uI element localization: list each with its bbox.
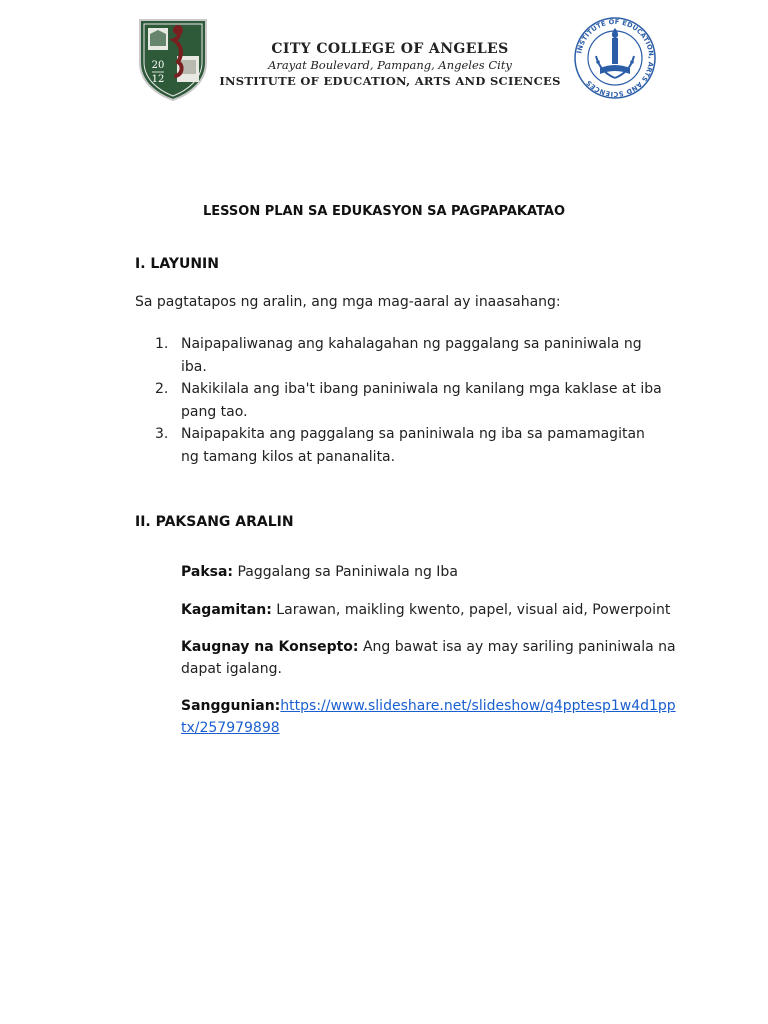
svg-text:20: 20: [151, 60, 165, 71]
topic-value: Ang bawat isa ay may sariling paniniwala na dapat igalang.: [181, 639, 676, 677]
svg-text:INSTITUTE OF EDUCATION, ARTS A: INSTITUTE OF EDUCATION, ARTS AND SCIENCES: [575, 17, 656, 99]
list-item: [155, 423, 665, 468]
list-item: [155, 378, 665, 423]
institute-seal-logo: [570, 16, 660, 100]
document-title: LESSON PLAN SA EDUKASYON SA PAGPAPAKATAO: [202, 204, 566, 219]
list-number: 1.: [155, 336, 169, 352]
reference-link[interactable]: https://www.slideshare.net/slideshow/q4pptesp1w4d1pptx/257979898: [181, 698, 676, 736]
objectives-intro: Sa pagtatapos ng aralin, ang mga mag-aaral ay inaasahang:: [135, 294, 561, 310]
objectives-list: [155, 333, 665, 468]
institute-name: INSTITUTE OF EDUCATION, ARTS AND SCIENCES: [219, 74, 561, 88]
college-crest-logo: [136, 16, 210, 102]
college-address: Arayat Boulevard, Pampang, Angeles City: [268, 58, 512, 72]
letterhead: [218, 40, 562, 89]
topic-paksa: [181, 562, 681, 584]
svg-text:12: 12: [151, 74, 165, 85]
topic-sanggunian: [181, 696, 681, 739]
topic-value: Larawan, maikling kwento, papel, visual aid, Powerpoint: [271, 601, 671, 618]
topic-details: [181, 562, 681, 755]
section-heading-layunin: I. LAYUNIN: [135, 256, 219, 272]
list-item-text: Naipapaliwanag ang kahalagahan ng paggalang sa paniniwala ng iba.: [181, 336, 642, 375]
topic-label: Kagamitan:: [181, 601, 272, 618]
topic-label: Kaugnay na Konsepto:: [181, 639, 359, 655]
topic-label: Paksa:: [181, 564, 234, 580]
topic-kaugnay-na-konsepto: [181, 637, 681, 680]
college-name: CITY COLLEGE OF ANGELES: [271, 41, 509, 57]
list-item: [155, 333, 665, 378]
list-item-text: Naipapakita ang paggalang sa paniniwala ng iba sa pamamagitan ng tamang kilos at pananalita.: [181, 426, 645, 465]
list-number: 2.: [155, 381, 169, 397]
list-number: 3.: [155, 426, 169, 442]
list-item-text: Nakikilala ang iba't ibang paniniwala ng kanilang mga kaklase at iba pang tao.: [181, 381, 662, 420]
topic-label: Sanggunian:: [181, 698, 281, 714]
topic-kagamitan: [181, 600, 681, 622]
section-heading-paksang-aralin: II. PAKSANG ARALIN: [135, 514, 294, 530]
topic-value: Paggalang sa Paniniwala ng Iba: [233, 564, 458, 580]
